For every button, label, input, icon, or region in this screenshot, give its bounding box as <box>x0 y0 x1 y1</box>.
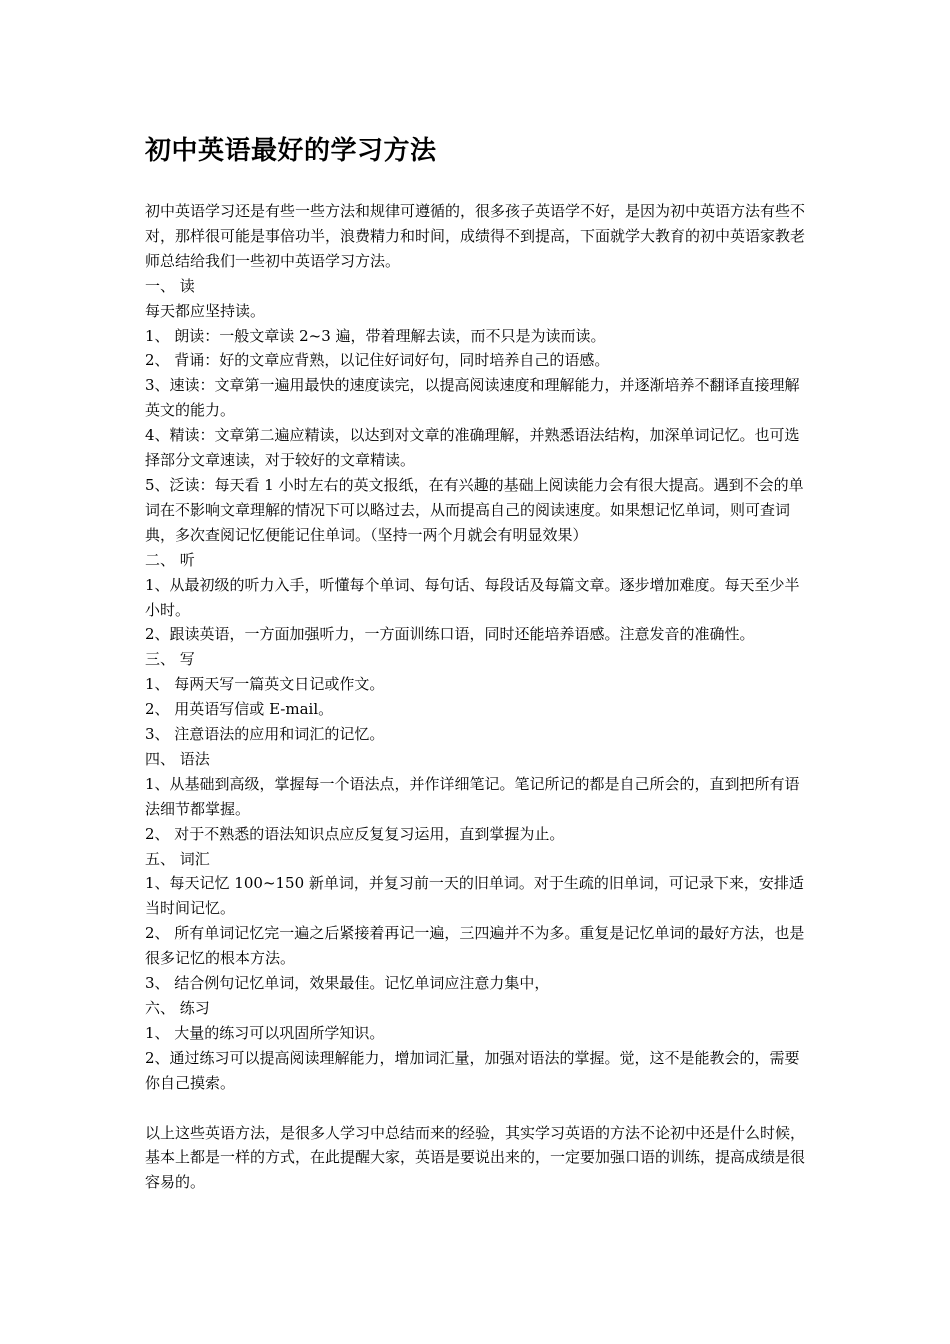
list-item: 2、跟读英语，一方面加强听力，一方面训练口语，同时还能培养语感。注意发音的准确性。 <box>145 625 755 644</box>
list-item: 1、从最初级的听力入手，听懂每个单词、每句话、每段话及每篇文章。逐步增加难度。每天至少半小时。 <box>145 575 800 619</box>
list-item: 5、泛读：每天看 1 小时左右的英文报纸，在有兴趣的基础上阅读能力会有很大提高。遇到不会的单词在不影响文章理解的情况下可以略过去，从而提高自己的阅读速度。如果想记忆单词，则可查词典，多次查阅记忆便能记住单词。（坚持一两个月就会有明显效果） <box>145 475 804 544</box>
section-heading: 五、 词汇 <box>145 849 210 868</box>
conclusion-paragraph: 以上这些英语方法，是很多人学习中总结而来的经验，其实学习英语的方法不论初中还是什么时候，基本上都是一样的方式，在此提醒大家，英语是要说出来的，一定要加强口语的训练，提高成绩是很容易的。 <box>145 1123 806 1192</box>
list-item: 2、通过练习可以提高阅读理解能力，增加词汇量，加强对语法的掌握。觉，这不是能教会的，需要你自己摸索。 <box>145 1048 800 1092</box>
list-item: 3、 结合例句记忆单词，效果最佳。记忆单词应注意力集中， <box>145 974 550 993</box>
list-item: 1、 大量的练习可以巩固所学知识。 <box>145 1023 385 1042</box>
section-heading: 三、 写 <box>145 650 195 669</box>
section-heading: 一、 读 <box>145 276 195 295</box>
list-item: 1、 朗读：一般文章读 2~3 遍，带着理解去读，而不只是为读而读。 <box>145 326 606 345</box>
list-item: 2、 用英语写信或 E-mail。 <box>145 700 334 719</box>
section-read <box>145 274 813 548</box>
section-vocabulary <box>145 847 813 996</box>
list-item: 1、每天记忆 100~150 新单词，并复习前一天的旧单词。对于生疏的旧单词，可记录下来，安排适当时间记忆。 <box>145 874 804 918</box>
list-item: 1、 每两天写一篇英文日记或作文。 <box>145 675 385 694</box>
list-item: 2、 背诵：好的文章应背熟，以记住好词好句，同时培养自己的语感。 <box>145 351 610 370</box>
list-item: 每天都应坚持读。 <box>145 301 266 320</box>
list-item: 3、速读：文章第一遍用最快的速度读完，以提高阅读速度和理解能力，并逐渐培养不翻译直接理解英文的能力。 <box>145 376 800 420</box>
list-item: 2、 对于不熟悉的语法知识点应反复复习运用，直到掌握为止。 <box>145 824 565 843</box>
section-write <box>145 647 813 747</box>
section-listen <box>145 548 813 648</box>
document-page <box>145 128 813 1195</box>
list-item: 1、从基础到高级，掌握每一个语法点，并作详细笔记。笔记所记的都是自己所会的，直到把所有语法细节都掌握。 <box>145 774 800 818</box>
section-heading: 二、 听 <box>145 550 195 569</box>
intro-paragraph: 初中英语学习还是有些一些方法和规律可遵循的，很多孩子英语学不好，是因为初中英语方法有些不对，那样很可能是事倍功半，浪费精力和时间，成绩得不到提高，下面就学大教育的初中英语家教老师总结给我们一些初中英语学习方法。 <box>145 202 806 270</box>
section-heading: 六、 练习 <box>145 999 210 1017</box>
list-item: 4、精读：文章第二遍应精读，以达到对文章的准确理解，并熟悉语法结构，加深单词记忆。也可选择部分文章速读，对于较好的文章精读。 <box>145 426 800 470</box>
paragraph-spacer <box>145 1096 813 1121</box>
list-item: 2、 所有单词记忆完一遍之后紧接着再记一遍，三四遍并不为多。重复是记忆单词的最好方法，也是很多记忆的根本方法。 <box>145 924 805 968</box>
section-practice <box>145 996 813 1096</box>
section-heading: 四、 语法 <box>145 749 210 768</box>
section-grammar <box>145 747 813 847</box>
list-item: 3、 注意语法的应用和词汇的记忆。 <box>145 725 385 744</box>
document-title: 初中英语最好的学习方法 <box>145 136 437 166</box>
